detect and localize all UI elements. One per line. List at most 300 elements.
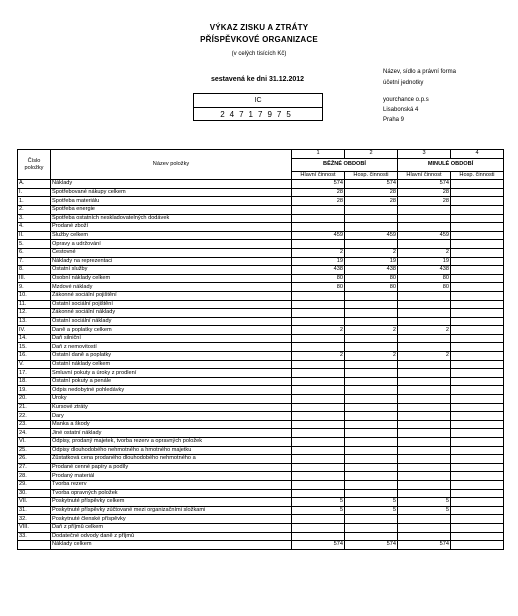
- row-value-current-main: 2: [292, 352, 345, 361]
- row-code: 21.: [18, 403, 51, 412]
- row-value-current-hosp: [345, 334, 398, 343]
- row-value-current-hosp: [345, 472, 398, 481]
- row-value-current-hosp: [345, 463, 398, 472]
- row-value-current-hosp: [345, 532, 398, 541]
- row-name: Ostatní služby: [51, 266, 292, 275]
- table-row: [18, 317, 504, 326]
- table-row: [18, 506, 504, 515]
- row-name: Spotřebované nákupy celkem: [51, 188, 292, 197]
- row-value-current-main: 28: [292, 197, 345, 206]
- row-value-current-main: [292, 429, 345, 438]
- table-row: [18, 257, 504, 266]
- row-name: Smluvní pokuty a úroky z prodlení: [51, 369, 292, 378]
- row-value-previous-main: [398, 515, 451, 524]
- row-value-previous-hosp: [451, 317, 504, 326]
- row-value-current-hosp: 574: [345, 180, 398, 189]
- row-code: 31.: [18, 506, 51, 515]
- row-value-previous-hosp: [451, 403, 504, 412]
- table-row: [18, 343, 504, 352]
- table-row: [18, 205, 504, 214]
- table-row: [18, 231, 504, 240]
- row-value-current-main: 28: [292, 188, 345, 197]
- row-value-current-hosp: [345, 386, 398, 395]
- row-code: 12.: [18, 309, 51, 318]
- row-value-previous-main: 574: [398, 541, 451, 550]
- row-value-previous-main: 5: [398, 498, 451, 507]
- row-value-current-hosp: [345, 360, 398, 369]
- row-value-previous-main: [398, 369, 451, 378]
- nazev-header: Název položky: [51, 150, 292, 180]
- profit-loss-table: [17, 149, 504, 550]
- row-code: 32.: [18, 515, 51, 524]
- row-name: Manka a škody: [51, 420, 292, 429]
- row-value-previous-main: [398, 205, 451, 214]
- row-value-previous-main: [398, 480, 451, 489]
- row-name: Náklady na reprezentaci: [51, 257, 292, 266]
- row-value-previous-main: 459: [398, 231, 451, 240]
- row-name: Spotřeba ostatních neskladovatelných dodávek: [51, 214, 292, 223]
- row-name: Ostatní náklady celkem: [51, 360, 292, 369]
- row-value-previous-main: 574: [398, 180, 451, 189]
- row-value-current-main: [292, 369, 345, 378]
- row-value-previous-hosp: [451, 523, 504, 532]
- row-value-current-hosp: [345, 412, 398, 421]
- row-code: 14.: [18, 334, 51, 343]
- row-value-previous-hosp: [451, 291, 504, 300]
- row-value-current-hosp: 28: [345, 188, 398, 197]
- row-value-previous-hosp: [451, 420, 504, 429]
- row-value-previous-main: 28: [398, 197, 451, 206]
- row-code: 30.: [18, 489, 51, 498]
- row-value-previous-hosp: [451, 472, 504, 481]
- row-code: 11.: [18, 300, 51, 309]
- row-value-previous-hosp: [451, 455, 504, 464]
- row-value-previous-main: [398, 300, 451, 309]
- row-code: VIII.: [18, 523, 51, 532]
- row-value-current-main: [292, 403, 345, 412]
- row-value-current-hosp: [345, 240, 398, 249]
- row-value-current-hosp: 2: [345, 326, 398, 335]
- row-code: 10.: [18, 291, 51, 300]
- row-name: Zůstatková cena prodaného dlouhodobého nehmotného a: [51, 455, 292, 464]
- row-value-current-main: [292, 343, 345, 352]
- row-value-previous-main: 5: [398, 506, 451, 515]
- row-value-previous-hosp: [451, 541, 504, 550]
- units-note: (v celých tisících Kč): [231, 51, 287, 57]
- table-row: [18, 489, 504, 498]
- row-value-previous-hosp: [451, 248, 504, 257]
- row-name: Náklady: [51, 180, 292, 189]
- col-number-4: 4: [451, 150, 504, 159]
- row-value-previous-hosp: [451, 506, 504, 515]
- row-value-previous-main: [398, 455, 451, 464]
- row-name: Kursové ztráty: [51, 403, 292, 412]
- row-name: Poskytnuté příspěvky celkem: [51, 498, 292, 507]
- row-value-current-main: [292, 317, 345, 326]
- row-value-current-main: [292, 334, 345, 343]
- row-value-current-main: [292, 291, 345, 300]
- row-value-current-main: [292, 386, 345, 395]
- table-row: [18, 300, 504, 309]
- row-code: A.: [18, 180, 51, 189]
- row-value-current-hosp: [345, 515, 398, 524]
- table-row: [18, 498, 504, 507]
- row-code: 22.: [18, 412, 51, 421]
- row-value-previous-hosp: [451, 214, 504, 223]
- row-value-current-main: [292, 214, 345, 223]
- row-name: Úroky: [51, 395, 292, 404]
- current-main-header: Hlavní činnost: [292, 171, 345, 180]
- table-row: [18, 223, 504, 232]
- table-row: [18, 455, 504, 464]
- row-value-current-main: [292, 438, 345, 447]
- current-period-header: BĚŽNÉ OBDOBÍ: [292, 158, 398, 171]
- row-value-previous-hosp: [451, 377, 504, 386]
- row-value-current-hosp: 5: [345, 498, 398, 507]
- row-name: Prodaný materiál: [51, 472, 292, 481]
- row-code: V.: [18, 360, 51, 369]
- row-name: Poskytnuté členské příspěvky: [51, 515, 292, 524]
- row-value-previous-main: [398, 472, 451, 481]
- row-value-current-hosp: 459: [345, 231, 398, 240]
- row-value-current-main: [292, 532, 345, 541]
- table-row: [18, 326, 504, 335]
- report-date: sestavená ke dni 31.12.2012: [211, 76, 305, 83]
- report-subtitle: PŘÍSPĚVKOVÉ ORGANIZACE: [200, 35, 318, 44]
- row-value-previous-main: 80: [398, 283, 451, 292]
- row-value-current-hosp: 2: [345, 248, 398, 257]
- row-value-current-hosp: 28: [345, 197, 398, 206]
- row-value-current-main: 438: [292, 266, 345, 275]
- entity-name: yourchance o.p.s: [383, 97, 429, 103]
- row-value-previous-main: [398, 386, 451, 395]
- row-name: Mzdové náklady: [51, 283, 292, 292]
- row-value-previous-hosp: [451, 197, 504, 206]
- table-row: [18, 541, 504, 550]
- row-value-previous-main: [398, 214, 451, 223]
- row-value-previous-main: [398, 377, 451, 386]
- row-value-previous-hosp: [451, 429, 504, 438]
- ic-box: [193, 93, 323, 121]
- row-value-previous-hosp: [451, 240, 504, 249]
- row-value-current-main: 2: [292, 248, 345, 257]
- row-value-current-main: 80: [292, 274, 345, 283]
- row-value-current-hosp: [345, 223, 398, 232]
- table-row: [18, 412, 504, 421]
- row-value-current-hosp: [345, 403, 398, 412]
- row-value-previous-main: [398, 309, 451, 318]
- row-value-current-hosp: 574: [345, 541, 398, 550]
- row-code: 25.: [18, 446, 51, 455]
- row-name: Osobní náklady celkem: [51, 274, 292, 283]
- row-value-previous-main: [398, 489, 451, 498]
- row-value-current-main: [292, 455, 345, 464]
- row-name: Služby celkem: [51, 231, 292, 240]
- previous-hosp-header: Hosp. činnosti: [451, 171, 504, 180]
- table-row: [18, 420, 504, 429]
- table-row: [18, 240, 504, 249]
- table-row: [18, 515, 504, 524]
- row-value-previous-hosp: [451, 343, 504, 352]
- row-value-current-hosp: 2: [345, 352, 398, 361]
- row-value-previous-main: [398, 438, 451, 447]
- row-value-previous-hosp: [451, 395, 504, 404]
- previous-period-header: MINULÉ OBDOBÍ: [398, 158, 504, 171]
- table-row: [18, 291, 504, 300]
- ic-label: IC: [194, 94, 322, 108]
- row-value-current-main: [292, 420, 345, 429]
- row-value-previous-main: [398, 360, 451, 369]
- row-name: Jiné ostatní náklady: [51, 429, 292, 438]
- col-number-3: 3: [398, 150, 451, 159]
- row-value-previous-hosp: [451, 412, 504, 421]
- entity-label-line1: Název, sídlo a právní forma: [383, 69, 456, 75]
- row-value-current-main: 574: [292, 180, 345, 189]
- row-value-current-hosp: [345, 369, 398, 378]
- report-title: VÝKAZ ZISKU A ZTRÁTY: [209, 23, 309, 32]
- row-value-previous-main: [398, 463, 451, 472]
- row-value-previous-hosp: [451, 352, 504, 361]
- row-value-current-main: [292, 205, 345, 214]
- table-row: [18, 472, 504, 481]
- row-value-current-main: [292, 360, 345, 369]
- table-row: [18, 429, 504, 438]
- row-value-previous-main: 2: [398, 352, 451, 361]
- table-row: [18, 197, 504, 206]
- col-number-1: 1: [292, 150, 345, 159]
- row-value-current-hosp: [345, 446, 398, 455]
- row-value-previous-main: 19: [398, 257, 451, 266]
- row-code: 28.: [18, 472, 51, 481]
- entity-label-line2: účetní jednotky: [383, 80, 424, 86]
- row-value-previous-hosp: [451, 231, 504, 240]
- row-value-current-main: 459: [292, 231, 345, 240]
- row-value-current-main: [292, 446, 345, 455]
- row-value-current-hosp: [345, 455, 398, 464]
- row-value-current-main: [292, 240, 345, 249]
- row-value-current-hosp: [345, 489, 398, 498]
- row-code: II.: [18, 231, 51, 240]
- row-value-current-hosp: [345, 480, 398, 489]
- row-value-current-main: 5: [292, 498, 345, 507]
- row-value-previous-main: [398, 532, 451, 541]
- row-value-current-main: [292, 309, 345, 318]
- row-code: 3.: [18, 214, 51, 223]
- table-row: [18, 386, 504, 395]
- row-code: 27.: [18, 463, 51, 472]
- table-row: [18, 248, 504, 257]
- row-code: 2.: [18, 205, 51, 214]
- row-name: Odpisy, prodaný majetek, tvorba rezerv a opravných položek: [51, 438, 292, 447]
- row-code: 5.: [18, 240, 51, 249]
- row-code: 26.: [18, 455, 51, 464]
- row-value-previous-main: [398, 395, 451, 404]
- row-name: Poskytnuté příspěvky zúčtované mezi organizačními složkami: [51, 506, 292, 515]
- entity-city: Praha 9: [383, 117, 405, 123]
- row-value-previous-hosp: [451, 438, 504, 447]
- row-value-previous-hosp: [451, 274, 504, 283]
- row-value-previous-hosp: [451, 326, 504, 335]
- row-value-previous-main: [398, 429, 451, 438]
- row-value-current-main: [292, 300, 345, 309]
- row-code: 8.: [18, 266, 51, 275]
- row-name: Ostatní pokuty a penále: [51, 377, 292, 386]
- row-value-current-main: [292, 472, 345, 481]
- row-name: Ostatní sociální náklady: [51, 317, 292, 326]
- cislo-header: Číslo položky: [18, 150, 51, 180]
- row-value-previous-main: [398, 317, 451, 326]
- row-value-previous-hosp: [451, 257, 504, 266]
- row-code: 9.: [18, 283, 51, 292]
- row-value-current-main: [292, 489, 345, 498]
- row-code: 15.: [18, 343, 51, 352]
- row-value-previous-main: [398, 412, 451, 421]
- row-value-previous-main: [398, 446, 451, 455]
- row-code: 16.: [18, 352, 51, 361]
- row-value-previous-main: [398, 240, 451, 249]
- row-name: Ostatní daně a poplatky: [51, 352, 292, 361]
- row-code: [18, 541, 51, 550]
- row-value-previous-main: [398, 343, 451, 352]
- row-value-previous-main: 80: [398, 274, 451, 283]
- row-value-current-hosp: [345, 317, 398, 326]
- row-code: VI.: [18, 438, 51, 447]
- row-value-previous-main: 2: [398, 326, 451, 335]
- row-code: I.: [18, 188, 51, 197]
- row-value-current-main: 2: [292, 326, 345, 335]
- row-code: 19.: [18, 386, 51, 395]
- table-row: [18, 438, 504, 447]
- row-name: Daň z nemovitostí: [51, 343, 292, 352]
- row-value-previous-main: [398, 223, 451, 232]
- row-code: 1.: [18, 197, 51, 206]
- row-value-current-hosp: 80: [345, 283, 398, 292]
- row-name: Tvorba opravných položek: [51, 489, 292, 498]
- row-value-current-hosp: [345, 205, 398, 214]
- row-value-previous-main: [398, 334, 451, 343]
- table-row: [18, 446, 504, 455]
- row-code: 6.: [18, 248, 51, 257]
- row-code: 24.: [18, 429, 51, 438]
- row-value-current-main: [292, 480, 345, 489]
- row-code: 20.: [18, 395, 51, 404]
- row-value-previous-hosp: [451, 489, 504, 498]
- table-row: [18, 309, 504, 318]
- row-value-previous-main: [398, 403, 451, 412]
- row-value-current-main: [292, 463, 345, 472]
- row-value-current-main: 5: [292, 506, 345, 515]
- row-value-previous-hosp: [451, 463, 504, 472]
- table-row: [18, 480, 504, 489]
- ic-value: 24717975: [220, 110, 296, 119]
- row-name: Zákonné sociální pojištění: [51, 291, 292, 300]
- row-code: 23.: [18, 420, 51, 429]
- row-code: VII.: [18, 498, 51, 507]
- row-name: Náklady celkem: [51, 541, 292, 550]
- row-name: Daň silniční: [51, 334, 292, 343]
- table-row: [18, 180, 504, 189]
- table-row: [18, 523, 504, 532]
- row-value-previous-hosp: [451, 180, 504, 189]
- entity-street: Lisabonská 4: [383, 107, 419, 113]
- row-value-current-hosp: [345, 420, 398, 429]
- row-value-previous-hosp: [451, 266, 504, 275]
- row-name: Spotřeba energie: [51, 205, 292, 214]
- row-name: Ostatní sociální pojištění: [51, 300, 292, 309]
- table-row: [18, 274, 504, 283]
- row-value-previous-hosp: [451, 446, 504, 455]
- row-value-previous-main: [398, 291, 451, 300]
- row-name: Cestovné: [51, 248, 292, 257]
- row-value-current-hosp: [345, 309, 398, 318]
- row-value-current-hosp: [345, 395, 398, 404]
- row-name: Spotřeba materiálu: [51, 197, 292, 206]
- row-value-current-main: [292, 523, 345, 532]
- row-code: IV.: [18, 326, 51, 335]
- table-row: [18, 214, 504, 223]
- row-value-current-hosp: [345, 214, 398, 223]
- table-row: [18, 532, 504, 541]
- row-value-current-main: [292, 377, 345, 386]
- row-value-current-main: 574: [292, 541, 345, 550]
- row-value-previous-hosp: [451, 223, 504, 232]
- col-number-row: [18, 150, 504, 159]
- row-value-current-hosp: [345, 429, 398, 438]
- row-name: Odpis nedobytné pohledávky: [51, 386, 292, 395]
- row-value-current-main: 19: [292, 257, 345, 266]
- row-name: Prodané zboží: [51, 223, 292, 232]
- row-name: Odpisy dlouhodobého nehmotného a hmotného majetku: [51, 446, 292, 455]
- row-value-previous-hosp: [451, 309, 504, 318]
- row-name: Zákonné sociální náklady: [51, 309, 292, 318]
- table-row: [18, 377, 504, 386]
- row-value-previous-hosp: [451, 360, 504, 369]
- row-name: Dodatečné odvody daně z příjmů: [51, 532, 292, 541]
- row-value-previous-main: [398, 523, 451, 532]
- row-value-previous-hosp: [451, 188, 504, 197]
- table-row: [18, 360, 504, 369]
- row-code: III.: [18, 274, 51, 283]
- row-code: 17.: [18, 369, 51, 378]
- row-value-current-hosp: [345, 438, 398, 447]
- row-value-previous-hosp: [451, 386, 504, 395]
- table-row: [18, 266, 504, 275]
- row-value-current-hosp: [345, 291, 398, 300]
- row-name: Prodané cenné papíry a podíly: [51, 463, 292, 472]
- row-code: 13.: [18, 317, 51, 326]
- row-code: 29.: [18, 480, 51, 489]
- row-value-current-main: [292, 223, 345, 232]
- table-row: [18, 283, 504, 292]
- row-code: 4.: [18, 223, 51, 232]
- row-value-current-hosp: 80: [345, 274, 398, 283]
- previous-main-header: Hlavní činnost: [398, 171, 451, 180]
- current-hosp-header: Hosp. činnosti: [345, 171, 398, 180]
- row-value-previous-hosp: [451, 369, 504, 378]
- row-value-previous-hosp: [451, 300, 504, 309]
- row-code: 18.: [18, 377, 51, 386]
- row-name: Daně a poplatky celkem: [51, 326, 292, 335]
- row-code: 7.: [18, 257, 51, 266]
- row-value-current-main: [292, 412, 345, 421]
- row-value-previous-hosp: [451, 480, 504, 489]
- row-value-current-hosp: [345, 377, 398, 386]
- row-value-previous-main: [398, 420, 451, 429]
- row-value-current-main: [292, 395, 345, 404]
- row-value-previous-hosp: [451, 205, 504, 214]
- row-value-previous-hosp: [451, 283, 504, 292]
- col-number-2: 2: [345, 150, 398, 159]
